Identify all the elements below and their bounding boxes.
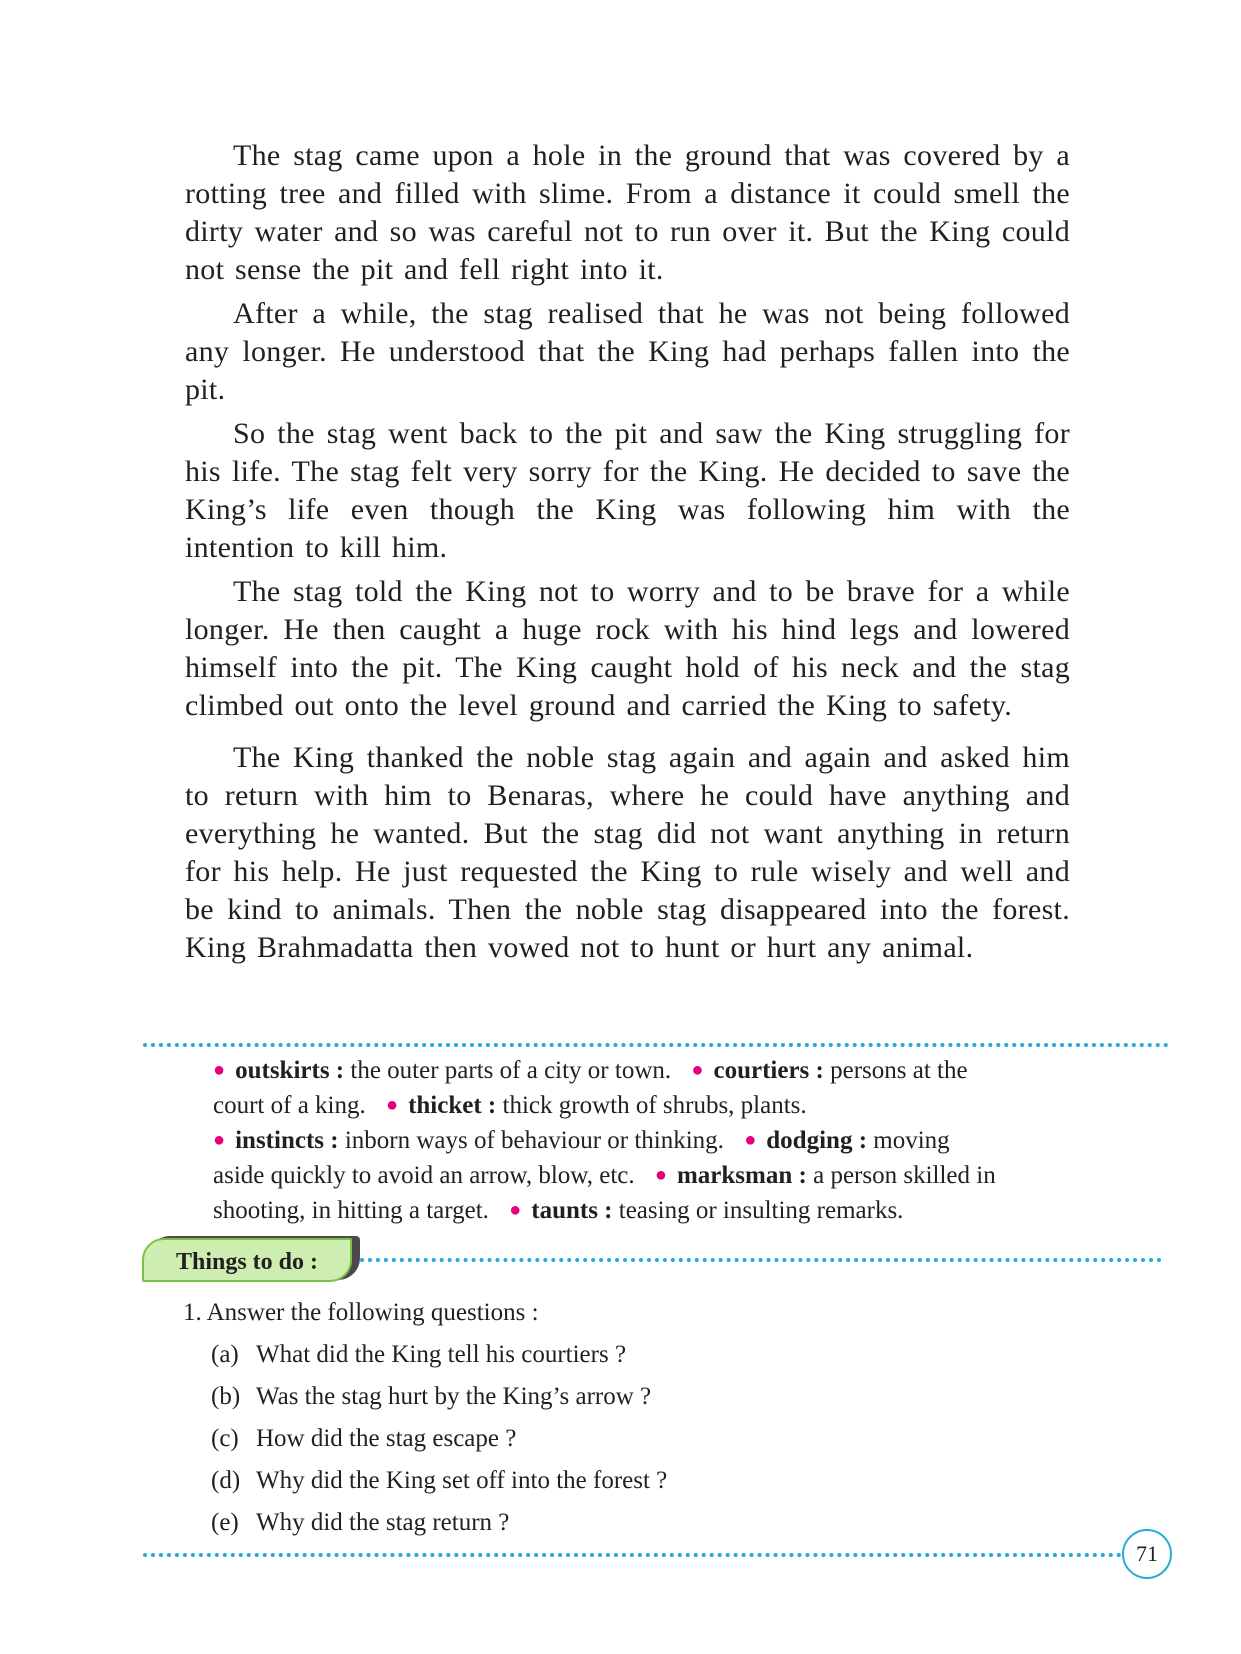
- glossary-row: [213, 1054, 1093, 1089]
- story-paragraph: The King thanked the noble stag again and again and asked him to return with him to Benaras, where he could have anything and everything he wanted. But the stag did not want anything in return for his help. He just requested the King to rule wisely and well and be kind to animals. Then the noble stag disappeared into the forest. King Brahmadatta then vowed not to hunt or hurt any animal.: [185, 741, 1070, 964]
- bullet-icon: ●: [385, 1094, 399, 1116]
- question-item: [183, 1502, 1083, 1544]
- footer-divider: [143, 1553, 1122, 1557]
- question-letter: (d): [211, 1467, 241, 1494]
- story-paragraph: The stag told the King not to worry and to be brave for a while longer. He then caught a huge rock with his hind legs and lowered himself into the pit. The King caught hold of his neck and the stag climbed out onto the level ground and carried the King to safety.: [185, 575, 1070, 722]
- questions-list: [183, 1292, 1083, 1544]
- things-to-do-badge: Things to do :: [142, 1238, 352, 1282]
- questions-intro: 1. Answer the following questions :: [183, 1299, 539, 1326]
- glossary-term: dodging :: [766, 1127, 868, 1154]
- question-text: Why did the stag return ?: [256, 1509, 510, 1536]
- glossary: [213, 1054, 1093, 1229]
- bullet-icon: ●: [213, 1129, 226, 1151]
- glossary-definition: moving: [867, 1127, 950, 1154]
- question-letter: (b): [211, 1383, 241, 1410]
- section-divider: [360, 1258, 1162, 1262]
- glossary-term: courtiers :: [713, 1057, 824, 1084]
- glossary-term: instincts :: [235, 1127, 339, 1154]
- story-text: [185, 137, 1070, 973]
- question-text: How did the stag escape ?: [256, 1425, 517, 1452]
- question-letter: (e): [211, 1509, 239, 1536]
- question-text: What did the King tell his courtiers ?: [256, 1341, 627, 1368]
- question-text: Was the stag hurt by the King’s arrow ?: [256, 1383, 652, 1410]
- question-item: [183, 1460, 1083, 1502]
- bullet-icon: ●: [213, 1059, 226, 1081]
- glossary-definition: a person skilled in: [806, 1162, 996, 1189]
- glossary-row: [213, 1194, 1093, 1229]
- glossary-definition: shooting, in hitting a target.: [213, 1197, 489, 1224]
- glossary-definition: the outer parts of a city or town.: [344, 1057, 672, 1084]
- glossary-term: marksman :: [676, 1162, 807, 1189]
- page-number: 71: [1122, 1529, 1172, 1579]
- glossary-definition: inborn ways of behaviour or thinking.: [338, 1127, 724, 1154]
- glossary-row: [213, 1089, 1093, 1124]
- bullet-icon: ●: [509, 1199, 522, 1221]
- glossary-row: [213, 1159, 1093, 1194]
- question-text: Why did the King set off into the forest ?: [256, 1467, 668, 1494]
- question-letter: (c): [211, 1425, 239, 1452]
- story-paragraph: After a while, the stag realised that he was not being followed any longer. He understood that the King had perhaps fallen into the pit.: [185, 297, 1070, 406]
- question-item: [183, 1418, 1083, 1460]
- glossary-term: thicket :: [408, 1092, 497, 1119]
- glossary-definition: court of a king.: [213, 1092, 366, 1119]
- glossary-definition: aside quickly to avoid an arrow, blow, etc.: [213, 1162, 635, 1189]
- story-paragraph: So the stag went back to the pit and saw the King struggling for his life. The stag felt very sorry for the King. He decided to save the King’s life even though the King was following him with the intention to kill him.: [185, 417, 1070, 564]
- question-item: [183, 1376, 1083, 1418]
- glossary-term: outskirts :: [235, 1057, 345, 1084]
- glossary-term: taunts :: [531, 1197, 613, 1224]
- bullet-icon: ●: [654, 1164, 667, 1186]
- glossary-definition: thick growth of shrubs, plants.: [496, 1092, 807, 1119]
- question-letter: (a): [211, 1341, 239, 1368]
- bullet-icon: ●: [691, 1059, 704, 1081]
- bullet-icon: ●: [744, 1129, 757, 1151]
- glossary-definition: teasing or insulting remarks.: [612, 1197, 904, 1224]
- glossary-row: [213, 1124, 1093, 1159]
- story-paragraph: The stag came upon a hole in the ground that was covered by a rotting tree and filled with slime. From a distance it could smell the dirty water and so was careful not to run over it. But the King could not sense the pit and fell right into it.: [185, 139, 1070, 286]
- glossary-definition: persons at the: [823, 1057, 968, 1084]
- question-item: [183, 1334, 1083, 1376]
- glossary-top-divider: [143, 1043, 1169, 1047]
